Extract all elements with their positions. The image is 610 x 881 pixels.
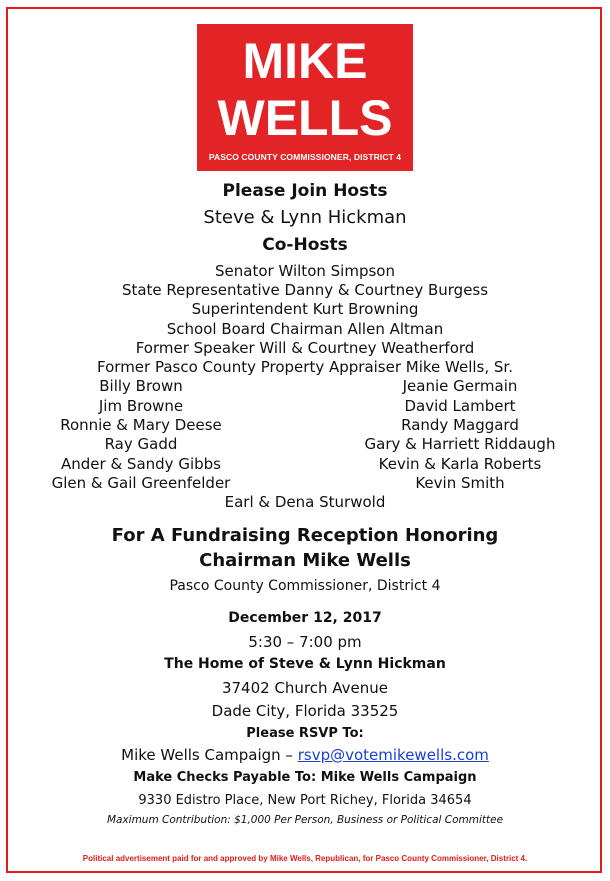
cohost-left-item: Billy Brown: [99, 377, 183, 395]
logo-subtitle: PASCO COUNTY COMMISSIONER, DISTRICT 4: [208, 152, 402, 162]
venue-city: Dade City, Florida 33525: [211, 702, 399, 720]
cohost-right-item: Gary & Harriett Riddaugh: [364, 435, 556, 453]
honoree-title: Pasco County Commissioner, District 4: [169, 578, 441, 594]
cohost-left-item: Jim Browne: [98, 397, 184, 415]
venue-street: 37402 Church Avenue: [221, 679, 389, 697]
cohost-right-item: Jeanie Germain: [402, 377, 518, 395]
cohost-line: Superintendent Kurt Browning: [191, 300, 419, 318]
disclaimer: Political advertisement paid for and approved by Mike Wells, Republican, for Pasco County Commissioner, District 4.: [82, 854, 528, 863]
rsvp-email-link[interactable]: rsvp@votemikewells.com: [297, 746, 489, 764]
cohost-left-item: Ronnie & Mary Deese: [60, 416, 222, 434]
cohost-line: Former Pasco County Property Appraiser Mike Wells, Sr.: [97, 358, 513, 376]
cohost-right-item: Randy Maggard: [401, 416, 519, 434]
cohost-left-item: Ander & Sandy Gibbs: [61, 455, 221, 473]
cohosts-heading: Co-Hosts: [262, 235, 348, 255]
hosts-names: Steve & Lynn Hickman: [203, 207, 407, 228]
hosts-heading: Please Join Hosts: [222, 181, 388, 201]
event-time: 5:30 – 7:00 pm: [248, 633, 362, 651]
event-title: For A Fundraising Reception Honoring: [111, 525, 499, 546]
cohost-line: Senator Wilton Simpson: [215, 262, 395, 280]
cohost-left-item: Ray Gadd: [104, 435, 178, 453]
checks-address: 9330 Edistro Place, New Port Richey, Florida 34654: [138, 793, 472, 808]
cohost-left-item: Glen & Gail Greenfelder: [51, 474, 231, 492]
event-venue: The Home of Steve & Lynn Hickman: [164, 656, 446, 672]
rsvp-prefix: Mike Wells Campaign –: [121, 746, 298, 764]
cohost-right-item: David Lambert: [404, 397, 516, 415]
logo-first-name: MIKE: [242, 33, 368, 89]
cohost-line: Former Speaker Will & Courtney Weatherford: [135, 339, 475, 357]
cohost-line: School Board Chairman Allen Altman: [166, 320, 444, 338]
honoree-name: Chairman Mike Wells: [199, 550, 411, 571]
logo-last-name: WELLS: [217, 90, 393, 146]
rsvp-heading: Please RSVP To:: [246, 726, 364, 741]
cohost-right-item: Kevin & Karla Roberts: [378, 455, 542, 473]
cohost-line: State Representative Danny & Courtney Burgess: [121, 281, 489, 299]
candidate-logo: [197, 24, 413, 171]
cohost-right-item: Kevin Smith: [415, 474, 505, 492]
rsvp-line: [0, 746, 610, 764]
max-contribution: Maximum Contribution: $1,000 Per Person, Business or Political Committee: [106, 814, 504, 826]
cohost-line: Earl & Dena Sturwold: [224, 493, 386, 511]
checks-heading: Make Checks Payable To: Mike Wells Campaign: [133, 770, 477, 785]
event-date: December 12, 2017: [228, 610, 382, 626]
